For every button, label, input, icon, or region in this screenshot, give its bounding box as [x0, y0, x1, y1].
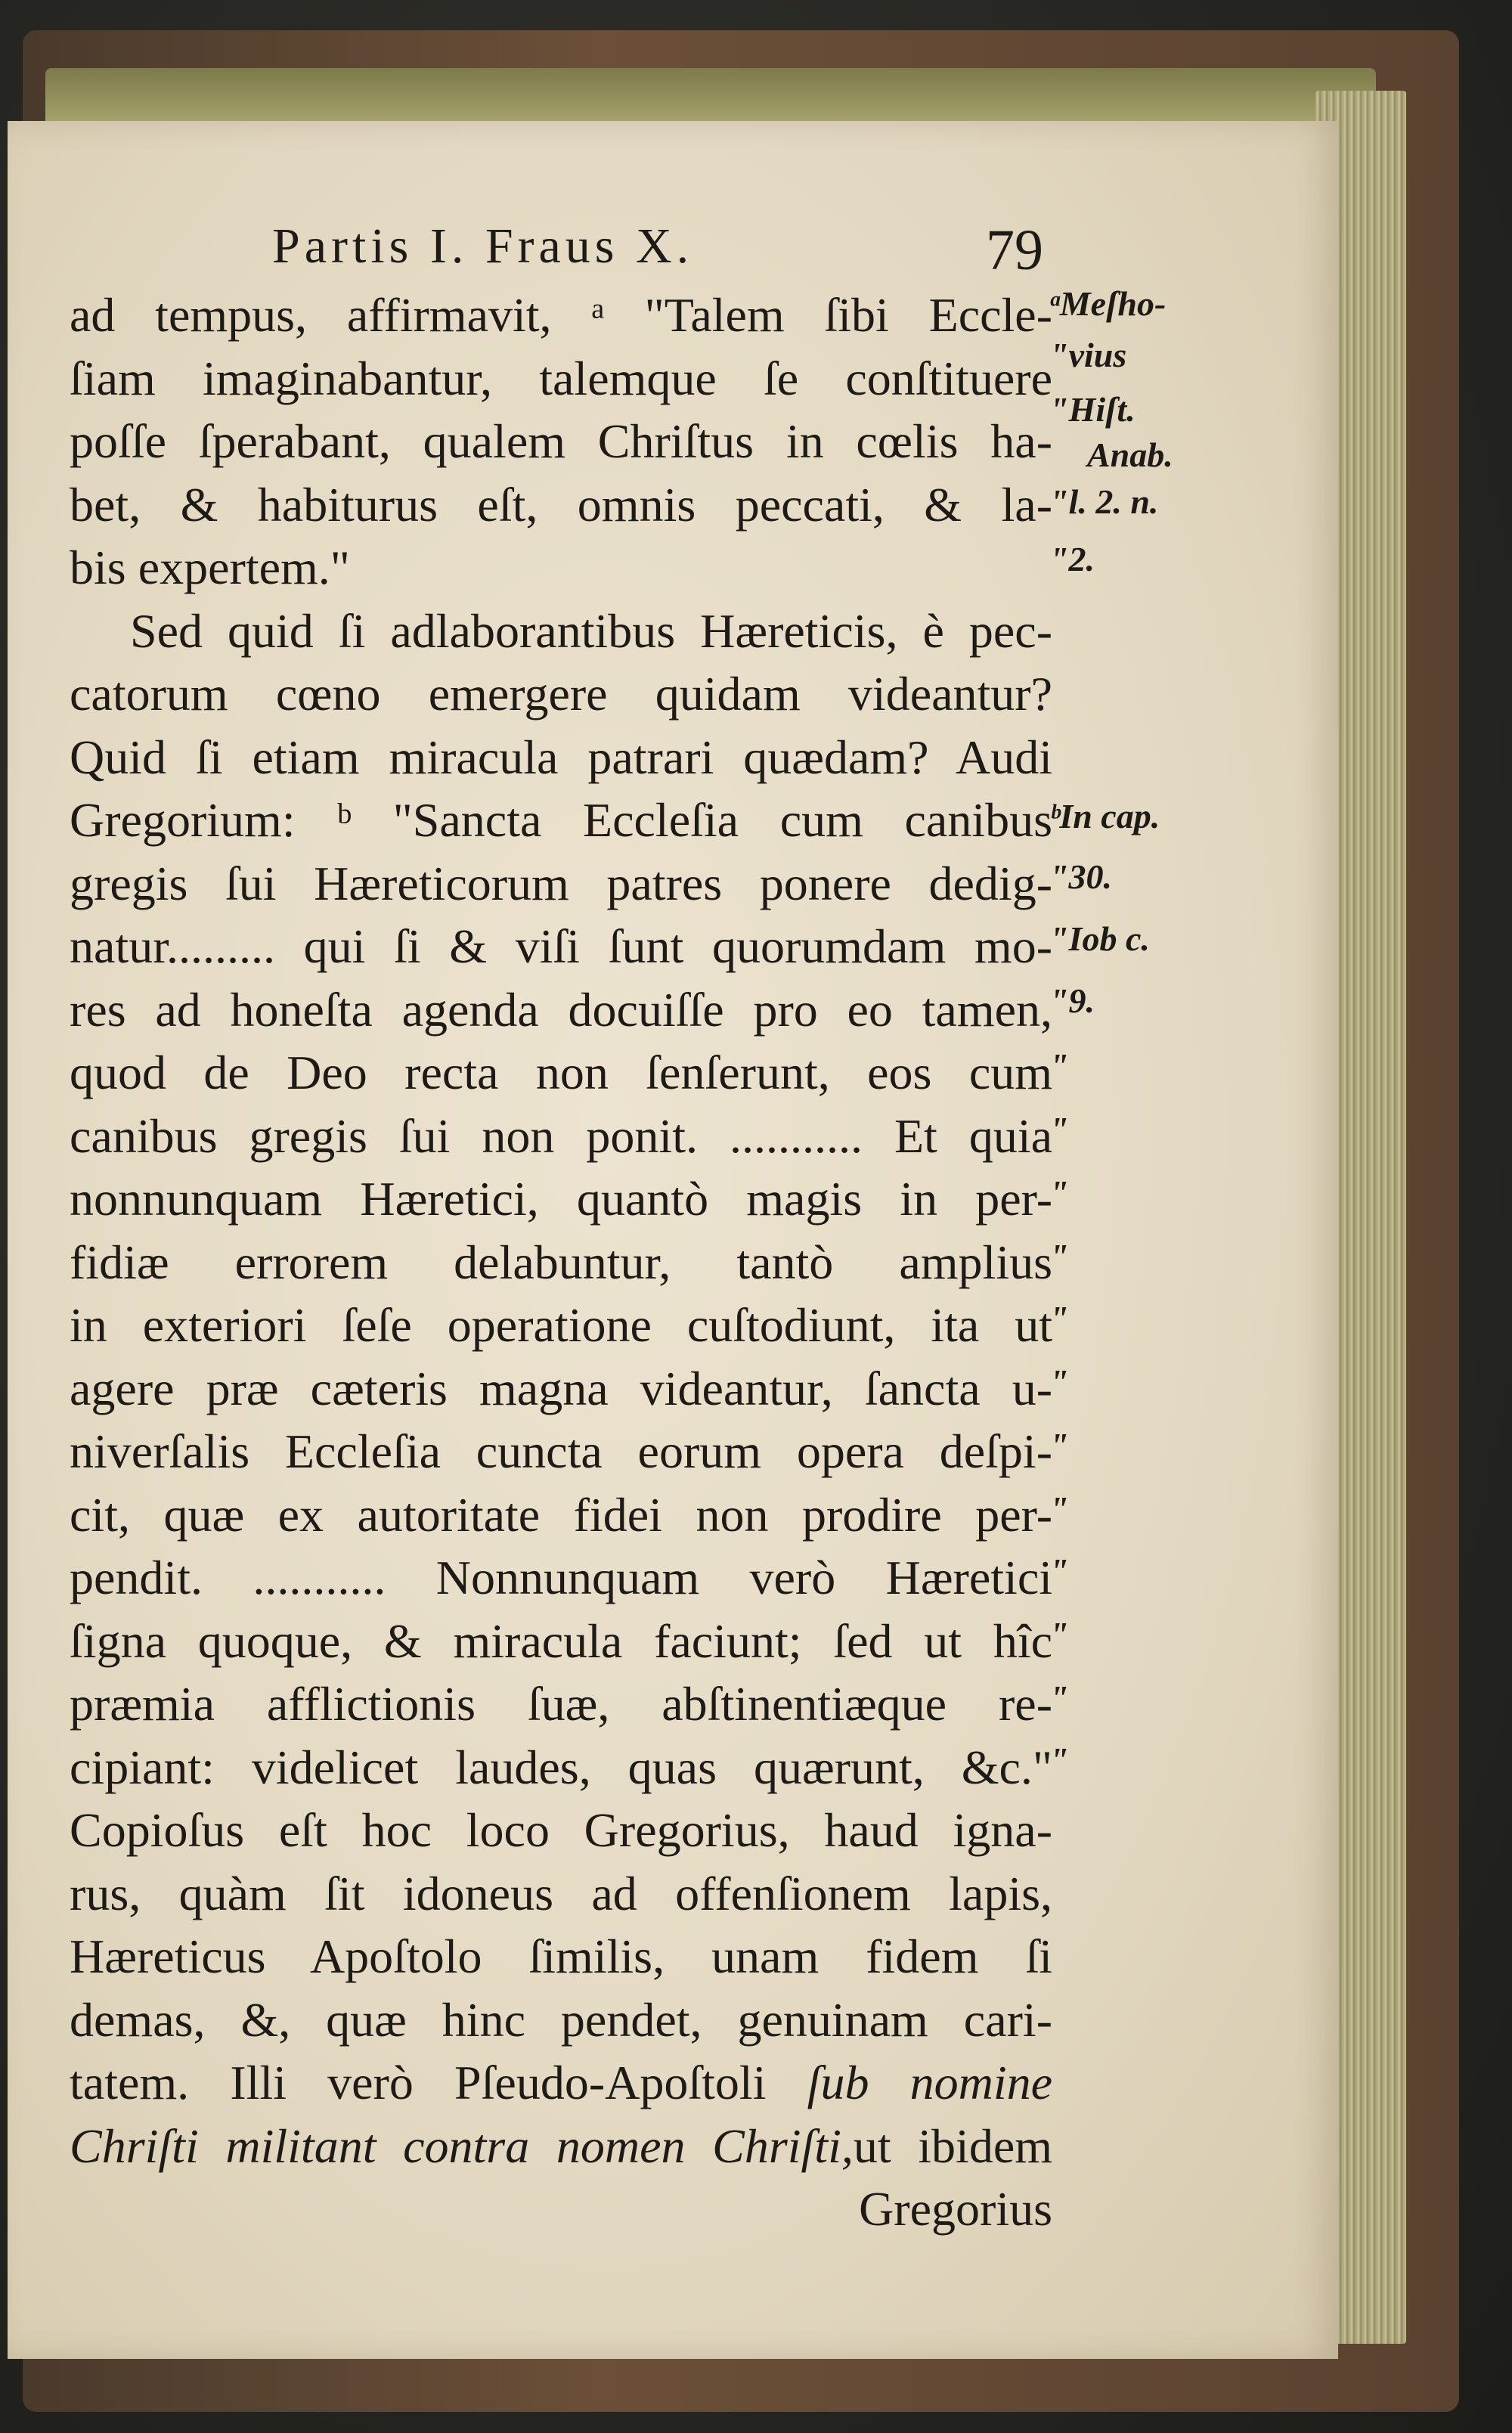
text-line-24: cipiant: videlicet laudes, quas quærunt, &c." — [70, 1740, 1052, 1794]
margin-quote-8: " — [1049, 1489, 1069, 1528]
text-line-17: in exteriori ſeſe operatione cuſtodiunt, ita ut — [70, 1298, 1052, 1352]
margin-quote-6: " — [1049, 1362, 1069, 1401]
margin-quote-3: " — [1049, 1173, 1069, 1212]
catchword: Gregorius — [859, 2182, 1052, 2236]
text-line-22: ſigna quoque, & miracula faciunt; ſed ut hîc — [70, 1613, 1052, 1668]
text-line-8: Quid ſi etiam miracula patrari quædam? Audi — [70, 730, 1052, 784]
margin-note-2: "vius — [1049, 336, 1127, 374]
text-line-9: Gregorium: ᵇ "Sancta Eccleſia cum canibus — [70, 793, 1052, 847]
text-line-2: ſiam imaginabantur, talemque ſe conſtituere — [70, 351, 1052, 405]
text-line-4: bet, & habiturus eſt, omnis peccati, & la- — [70, 477, 1052, 532]
margin-quote-4: " — [1049, 1237, 1069, 1275]
margin-quote-11: " — [1049, 1678, 1069, 1717]
text-line-16: fidiæ errorem delabuntur, tantò amplius — [70, 1235, 1052, 1289]
text-line-6: Sed quid ſi adlaborantibus Hæreticis, è pec- — [130, 603, 1052, 658]
text-line-11: natur......... qui ſi & viſi ſunt quorumdam mo- — [70, 919, 1052, 973]
margin-note-6: "2. — [1049, 540, 1095, 578]
text-line-25: Copioſus eſt hoc loco Gregorius, haud igna- — [70, 1803, 1052, 1857]
margin-note-4: Anab. — [1087, 435, 1173, 474]
margin-quote-5: " — [1049, 1299, 1069, 1337]
text-line-10: gregis ſui Hæreticorum patres ponere dedig- — [70, 856, 1052, 910]
margin-note-5: "l. 2. n. — [1049, 482, 1159, 521]
text-line-26: rus, quàm ſit idoneus ad offenſionem lapis, — [70, 1866, 1052, 1920]
margin-note-9: "Iob c. — [1049, 919, 1150, 958]
text-line-30-italic-a: Chriſti — [70, 2118, 199, 2173]
margin-note-3: "Hiſt. — [1049, 390, 1136, 429]
header-title: Partis I. Fraus X. — [272, 219, 694, 274]
text-line-18: agere præ cæteris magna videantur, ſancta u- — [70, 1361, 1052, 1415]
text-line-30-italic-b: Chriſti, — [712, 2118, 854, 2173]
text-line-12: res ad honeſta agenda docuiſſe pro eo tamen, — [70, 982, 1052, 1037]
text-line-3: poſſe ſperabant, qualem Chriſtus in cœlis ha- — [70, 414, 1052, 468]
text-line-13: quod de Deo recta non ſenſerunt, eos cum — [70, 1046, 1052, 1099]
text-line-29-roman: tatem. Illi verò Pſeudo-Apoſtoli — [70, 2056, 767, 2109]
text-line-30-italic-mid: militant contra nomen — [225, 2118, 686, 2173]
margin-note-1: ᵃMeſho- — [1049, 284, 1167, 323]
text-line-19: niverſalis Eccleſia cuncta eorum opera deſpi- — [70, 1424, 1052, 1478]
margin-quote-10: " — [1049, 1615, 1069, 1654]
margin-quote-9: " — [1049, 1551, 1069, 1590]
text-line-29-italic: ſub nomine — [807, 2056, 1052, 2109]
text-line-7: catorum cœno emergere quidam videantur? — [70, 667, 1052, 721]
margin-quote-2: " — [1049, 1110, 1069, 1148]
text-line-29 — [70, 2051, 1052, 2115]
margin-note-7: ᵇIn cap. — [1049, 797, 1160, 835]
text-line-21: pendit. ........... Nonnunquam verò Hæretici — [70, 1551, 1052, 1604]
text-line-14: canibus gregis ſui non ponit. ........... Et quia — [70, 1108, 1052, 1163]
margin-note-10: "9. — [1049, 981, 1095, 1020]
margin-quote-12: " — [1049, 1740, 1069, 1779]
text-line-20: cit, quæ ex autoritate fidei non prodire per- — [70, 1487, 1052, 1542]
text-line-1: ad tempus, affirmavit, ᵃ "Talem ſibi Eccle- — [70, 288, 1052, 342]
margin-note-8: "30. — [1049, 857, 1113, 896]
text-line-5: bis expertem." — [70, 541, 350, 594]
text-line-30 — [70, 2115, 1052, 2178]
text-line-30-tail: ut ibidem — [853, 2118, 1052, 2173]
running-header — [272, 218, 1043, 286]
page-number: 79 — [986, 219, 1043, 282]
text-line-28: demas, &, quæ hinc pendet, genuinam cari- — [70, 1992, 1052, 2047]
margin-quote-7: " — [1049, 1426, 1069, 1464]
text-line-23: præmia afflictionis ſuæ, abſtinentiæque re- — [70, 1677, 1052, 1731]
text-line-15: nonnunquam Hæretici, quantò magis in per- — [70, 1172, 1052, 1226]
body-text — [70, 284, 1052, 2241]
margin-quote-1: " — [1049, 1046, 1069, 1085]
text-line-27: Hæreticus Apoſtolo ſimilis, unam fidem ſi — [70, 1929, 1052, 1983]
